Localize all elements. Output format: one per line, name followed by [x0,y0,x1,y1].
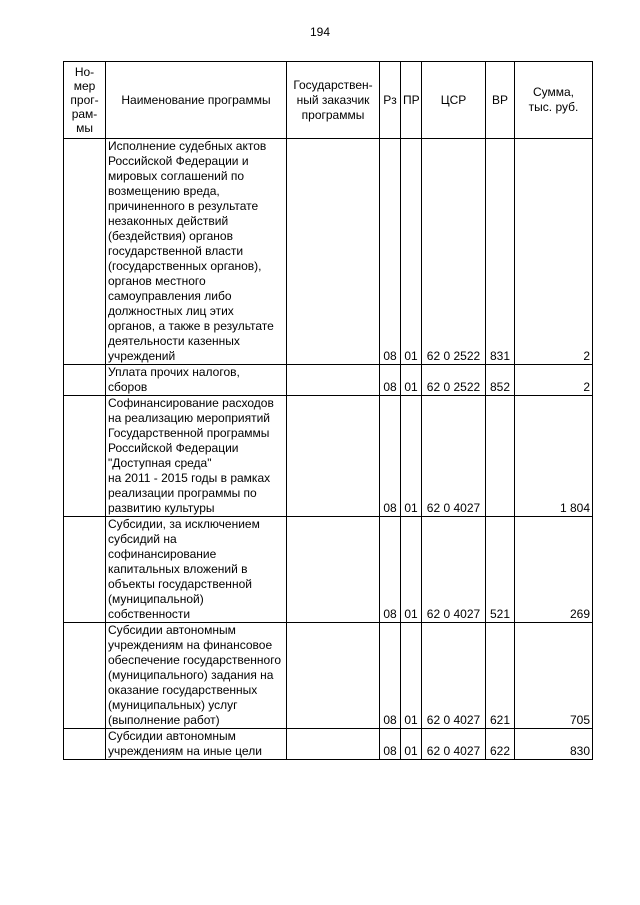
header-rz: Рз [380,62,401,139]
cell-pr: 01 [401,139,422,365]
cell-rz: 08 [380,139,401,365]
cell-customer [287,396,380,517]
cell-vr [486,396,515,517]
cell-csr: 62 0 4027 [422,517,486,623]
cell-program-number [64,365,106,396]
cell-sum: 705 [515,623,593,729]
cell-program-number [64,623,106,729]
cell-customer [287,517,380,623]
cell-program-number [64,729,106,760]
table-row [64,517,593,623]
header-customer: Государствен- ный заказчик программы [287,62,380,139]
cell-sum: 2 [515,365,593,396]
budget-table [63,61,593,760]
cell-pr: 01 [401,729,422,760]
cell-pr: 01 [401,517,422,623]
cell-csr: 62 0 4027 [422,623,486,729]
cell-program-name: Исполнение судебных актов Российской Федерации и мировых соглашений по возмещению вреда, причиненного в результате незаконных действий (бездействия) органов государственной власти (государственных органов), органов местного самоуправления либо должностных лиц этих органов, а также в результате деятельности казенных учреждений [106,139,287,365]
cell-rz: 08 [380,396,401,517]
cell-program-number [64,139,106,365]
cell-vr: 622 [486,729,515,760]
cell-vr: 621 [486,623,515,729]
cell-customer [287,729,380,760]
cell-rz: 08 [380,365,401,396]
page-number: 194 [309,25,331,39]
header-program-number: Но- мер прог- рам- мы [64,62,106,139]
header-program-name: Наименование программы [106,62,287,139]
cell-program-number [64,517,106,623]
cell-csr: 62 0 2522 [422,365,486,396]
cell-csr: 62 0 4027 [422,729,486,760]
cell-program-name: Субсидии, за исключением субсидий на софинансирование капитальных вложений в объекты государственной (муниципальной) собственности [106,517,287,623]
table-row [64,623,593,729]
cell-pr: 01 [401,365,422,396]
header-pr: ПР [401,62,422,139]
cell-rz: 08 [380,623,401,729]
header-csr: ЦСР [422,62,486,139]
cell-sum: 1 804 [515,396,593,517]
cell-pr: 01 [401,623,422,729]
cell-program-name: Софинансирование расходов на реализацию мероприятий Государственной программы Российской Федерации "Доступная среда" на 2011 - 2015 годы в рамках реализации программы по развитию культуры [106,396,287,517]
cell-vr: 831 [486,139,515,365]
table-header-row [64,62,593,139]
table-row [64,396,593,517]
cell-program-name: Уплата прочих налогов, сборов [106,365,287,396]
cell-customer [287,365,380,396]
cell-vr: 852 [486,365,515,396]
cell-customer [287,623,380,729]
cell-program-name: Субсидии автономным учреждениям на иные цели [106,729,287,760]
cell-pr: 01 [401,396,422,517]
header-sum: Сумма, тыс. руб. [515,62,593,139]
cell-rz: 08 [380,517,401,623]
cell-vr: 521 [486,517,515,623]
cell-rz: 08 [380,729,401,760]
header-vr: ВР [486,62,515,139]
cell-sum: 269 [515,517,593,623]
table-row [64,365,593,396]
cell-csr: 62 0 2522 [422,139,486,365]
cell-sum: 2 [515,139,593,365]
cell-sum: 830 [515,729,593,760]
table-row [64,139,593,365]
cell-program-name: Субсидии автономным учреждениям на финансовое обеспечение государственного (муниципального) задания на оказание государственных (муниципальных) услуг (выполнение работ) [106,623,287,729]
cell-program-number [64,396,106,517]
cell-csr: 62 0 4027 [422,396,486,517]
cell-customer [287,139,380,365]
table-row [64,729,593,760]
